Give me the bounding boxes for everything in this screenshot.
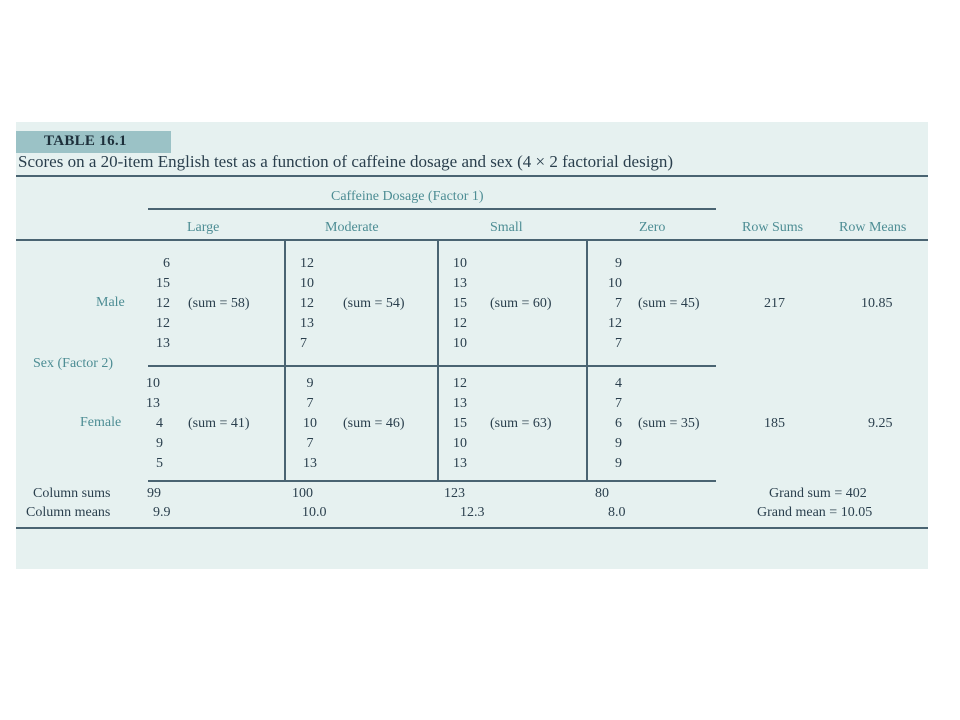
score: 15 — [453, 296, 467, 311]
score: 13 — [453, 396, 467, 411]
score: 13 — [453, 456, 467, 471]
column-header-small: Small — [490, 220, 523, 235]
score: 13 — [156, 336, 170, 351]
cell-male-zero-sum: (sum = 45) — [638, 296, 700, 311]
score: 7 — [306, 396, 314, 411]
column-sum-small: 123 — [444, 486, 465, 501]
column-divider-2 — [437, 239, 439, 480]
score: 12 — [453, 316, 467, 331]
row-means-header: Row Means — [839, 220, 907, 235]
factor1-rule — [148, 208, 716, 210]
score: 4 — [156, 416, 163, 431]
cell-male-large-sum: (sum = 58) — [188, 296, 250, 311]
row-sum-female: 185 — [764, 416, 785, 431]
column-means-label: Column means — [26, 505, 111, 520]
score: 12 — [156, 296, 170, 311]
score: 10 — [146, 376, 160, 391]
score: 9 — [615, 436, 622, 451]
table-label-band — [16, 131, 171, 153]
row-mean-male: 10.85 — [861, 296, 893, 311]
table-label: TABLE 16.1 — [44, 133, 127, 149]
cell-female-large-scores — [146, 374, 166, 474]
score: 10 — [608, 276, 622, 291]
column-mean-moderate: 10.0 — [302, 505, 327, 520]
column-sum-moderate: 100 — [292, 486, 313, 501]
column-header-large: Large — [187, 220, 220, 235]
score: 15 — [453, 416, 467, 431]
score: 9 — [156, 436, 163, 451]
score: 7 — [615, 336, 622, 351]
score: 9 — [615, 256, 622, 271]
score: 7 — [300, 336, 307, 351]
score: 13 — [300, 316, 314, 331]
score: 12 — [453, 376, 467, 391]
cell-male-moderate-scores — [300, 254, 320, 354]
cell-male-zero-scores — [602, 254, 622, 354]
column-sum-zero: 80 — [595, 486, 609, 501]
factor1-label: Caffeine Dosage (Factor 1) — [331, 189, 484, 204]
cell-male-large-scores — [150, 254, 170, 354]
score: 12 — [608, 316, 622, 331]
column-header-moderate: Moderate — [325, 220, 379, 235]
score: 10 — [300, 276, 314, 291]
grand-mean: Grand mean = 10.05 — [757, 505, 873, 520]
score: 10 — [453, 436, 467, 451]
row-mean-female: 9.25 — [868, 416, 893, 431]
top-rule — [16, 175, 928, 177]
bottom-body-rule — [148, 480, 716, 482]
row-label-female: Female — [80, 415, 122, 430]
score: 15 — [156, 276, 170, 291]
score: 12 — [300, 256, 314, 271]
cell-male-small-scores — [453, 254, 473, 354]
score: 10 — [303, 416, 317, 431]
score: 9 — [306, 376, 314, 391]
row-sum-male: 217 — [764, 296, 785, 311]
header-rule — [16, 239, 928, 241]
row-label-male: Male — [96, 295, 125, 310]
score: 9 — [615, 456, 622, 471]
table-title: Scores on a 20-item English test as a function of caffeine dosage and sex (4 × 2 factorial design) — [18, 152, 674, 171]
score: 6 — [615, 416, 622, 431]
column-mean-small: 12.3 — [460, 505, 485, 520]
score: 7 — [306, 436, 314, 451]
cell-female-small-sum: (sum = 63) — [490, 416, 552, 431]
column-mean-zero: 8.0 — [608, 505, 626, 520]
score: 13 — [453, 276, 467, 291]
cell-female-large-sum: (sum = 41) — [188, 416, 250, 431]
score: 10 — [453, 336, 467, 351]
column-divider-1 — [284, 239, 286, 480]
score: 5 — [156, 456, 163, 471]
column-divider-3 — [586, 239, 588, 480]
score: 12 — [156, 316, 170, 331]
row-sums-header: Row Sums — [742, 220, 804, 235]
column-sums-label: Column sums — [33, 486, 111, 501]
column-header-zero: Zero — [639, 220, 666, 235]
score: 7 — [615, 396, 622, 411]
column-mean-large: 9.9 — [153, 505, 171, 520]
score: 12 — [300, 296, 314, 311]
table-page — [16, 122, 928, 569]
cell-female-moderate-scores — [300, 374, 320, 474]
cell-female-moderate-sum: (sum = 46) — [343, 416, 405, 431]
score: 6 — [163, 256, 170, 271]
score: 13 — [303, 456, 317, 471]
cell-male-moderate-sum: (sum = 54) — [343, 296, 405, 311]
column-sum-large: 99 — [147, 486, 161, 501]
cell-male-small-sum: (sum = 60) — [490, 296, 552, 311]
score: 7 — [615, 296, 622, 311]
cell-female-small-scores — [453, 374, 473, 474]
bottom-rule — [16, 527, 928, 529]
grand-sum: Grand sum = 402 — [769, 486, 867, 501]
factor2-label: Sex (Factor 2) — [33, 356, 114, 371]
sex-divider-rule — [148, 365, 716, 367]
score: 10 — [453, 256, 467, 271]
score: 4 — [615, 376, 622, 391]
cell-female-zero-scores — [602, 374, 622, 474]
cell-female-zero-sum: (sum = 35) — [638, 416, 700, 431]
score: 13 — [146, 396, 160, 411]
